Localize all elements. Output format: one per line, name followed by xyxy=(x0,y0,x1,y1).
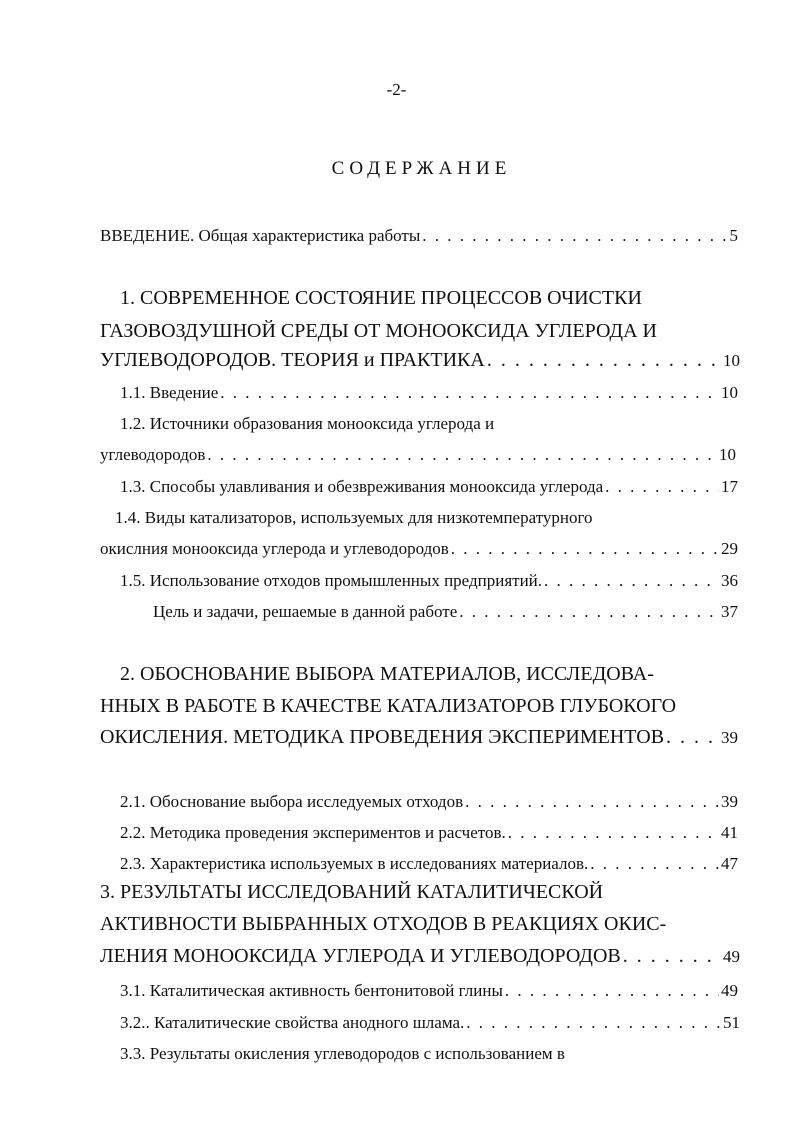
leader-dots xyxy=(487,349,721,372)
toc-title: СОДЕРЖАНИЕ xyxy=(331,158,512,179)
toc-entry-text: 3.1. Каталитическая активность бентонитовой глины xyxy=(120,981,503,1000)
toc-entry-text: УГЛЕВОДОРОДОВ. ТЕОРИЯ и ПРАКТИКА xyxy=(100,349,485,371)
toc-entry-1-2 xyxy=(100,445,736,465)
toc-entry-page: 39 xyxy=(721,792,738,811)
toc-entry-1-5 xyxy=(120,571,738,591)
leader-dots xyxy=(505,981,719,1001)
toc-entry-page: 49 xyxy=(723,947,740,966)
toc-entry-text: окислния монооксида углерода и углеводородов xyxy=(100,539,449,558)
toc-entry-chapter-3 xyxy=(100,945,740,968)
leader-dots xyxy=(666,726,719,749)
toc-entry-text: 2.2. Методика проведения экспериментов и расчетов. xyxy=(120,823,506,842)
leader-dots xyxy=(590,854,719,874)
toc-entry-text: 1.5. Использование отходов промышленных предприятий. xyxy=(120,571,543,590)
leader-dots xyxy=(451,539,719,559)
toc-entry-text: Цель и задачи, решаемые в данной работе xyxy=(153,602,458,621)
toc-entry-chapter-1 xyxy=(100,349,740,372)
leader-dots xyxy=(544,571,719,591)
toc-entry-text: углеводородов xyxy=(100,445,206,464)
toc-entry-1-2-line-1: 1.2. Источники образования монооксида углерода и xyxy=(120,414,495,433)
toc-entry-page: 36 xyxy=(721,571,738,590)
toc-entry-page: 10 xyxy=(719,445,736,464)
toc-entry-text: 3.2.. Каталитические свойства анодного шлама. xyxy=(120,1013,465,1032)
chapter-1-heading-line-1: 1. СОВРЕМЕННОЕ СОСТОЯНИЕ ПРОЦЕССОВ ОЧИСТКИ xyxy=(120,287,642,309)
chapter-2-heading-line-1: 2. ОБОСНОВАНИЕ ВЫБОРА МАТЕРИАЛОВ, ИССЛЕДОВА- xyxy=(120,663,654,685)
leader-dots xyxy=(508,823,719,843)
chapter-3-heading-line-2: АКТИВНОСТИ ВЫБРАННЫХ ОТХОДОВ В РЕАКЦИЯХ ОКИС- xyxy=(100,913,667,935)
toc-entry-text: ОКИСЛЕНИЯ. МЕТОДИКА ПРОВЕДЕНИЯ ЭКСПЕРИМЕНТОВ xyxy=(100,726,665,748)
toc-entry-page: 49 xyxy=(721,981,738,1000)
toc-entry-3-1 xyxy=(120,981,738,1001)
toc-entry-1-4 xyxy=(100,539,738,559)
toc-entry-page: 37 xyxy=(721,602,738,621)
toc-entry-page: 47 xyxy=(721,854,738,873)
page-number: -2- xyxy=(386,80,407,99)
leader-dots xyxy=(220,383,719,403)
leader-dots xyxy=(459,602,719,622)
toc-entry-page: 41 xyxy=(721,823,738,842)
leader-dots xyxy=(422,226,727,246)
toc-entry-text: ЛЕНИЯ МОНООКСИДА УГЛЕРОДА И УГЛЕВОДОРОДОВ xyxy=(100,945,621,967)
chapter-1-heading-line-2: ГАЗОВОЗДУШНОЙ СРЕДЫ ОТ МОНООКСИДА УГЛЕРОДА И xyxy=(100,320,657,342)
chapter-3-heading-line-1: 3. РЕЗУЛЬТАТЫ ИССЛЕДОВАНИЙ КАТАЛИТИЧЕСКОЙ xyxy=(100,881,604,903)
toc-entry-1-3 xyxy=(120,477,738,497)
toc-entry-page: 17 xyxy=(721,477,738,496)
leader-dots xyxy=(466,1013,721,1033)
toc-entry-2-1 xyxy=(120,792,738,812)
toc-entry-page: 39 xyxy=(721,728,738,747)
toc-entry-page: 51 xyxy=(723,1013,740,1032)
toc-entry-page: 5 xyxy=(729,226,738,245)
toc-entry-3-2 xyxy=(120,1013,740,1033)
toc-entry-2-2 xyxy=(120,823,738,843)
toc-entry-text: 1.1. Введение xyxy=(120,383,219,402)
toc-entry-text: 2.1. Обоснование выбора исследуемых отходов xyxy=(120,792,464,811)
toc-entry-page: 29 xyxy=(721,539,738,558)
toc-entry-page: 10 xyxy=(721,383,738,402)
toc-entry-intro xyxy=(100,226,738,246)
toc-entry-text: ВВЕДЕНИЕ. Общая характеристика работы xyxy=(100,226,421,245)
leader-dots xyxy=(605,477,719,497)
toc-entry-3-3-line-1: 3.3. Результаты окисления углеводородов с использованием в xyxy=(120,1044,565,1063)
toc-entry-2-3 xyxy=(120,854,738,874)
leader-dots xyxy=(207,445,717,465)
toc-entry-page: 10 xyxy=(723,351,740,370)
leader-dots xyxy=(623,945,721,968)
toc-entry-chapter-2 xyxy=(100,726,738,749)
toc-entry-text: 1.3. Способы улавливания и обезвреживания монооксида углерода xyxy=(120,477,604,496)
toc-entry-goal xyxy=(153,602,738,622)
toc-entry-text: 2.3. Характеристика используемых в исследованиях материалов. xyxy=(120,854,589,873)
toc-entry-1-4-line-1: 1.4. Виды катализаторов, используемых для низкотемпературного xyxy=(115,508,593,527)
leader-dots xyxy=(465,792,719,812)
chapter-2-heading-line-2: ННЫХ В РАБОТЕ В КАЧЕСТВЕ КАТАЛИЗАТОРОВ ГЛУБОКОГО xyxy=(100,695,677,717)
toc-entry-1-1 xyxy=(120,383,738,403)
